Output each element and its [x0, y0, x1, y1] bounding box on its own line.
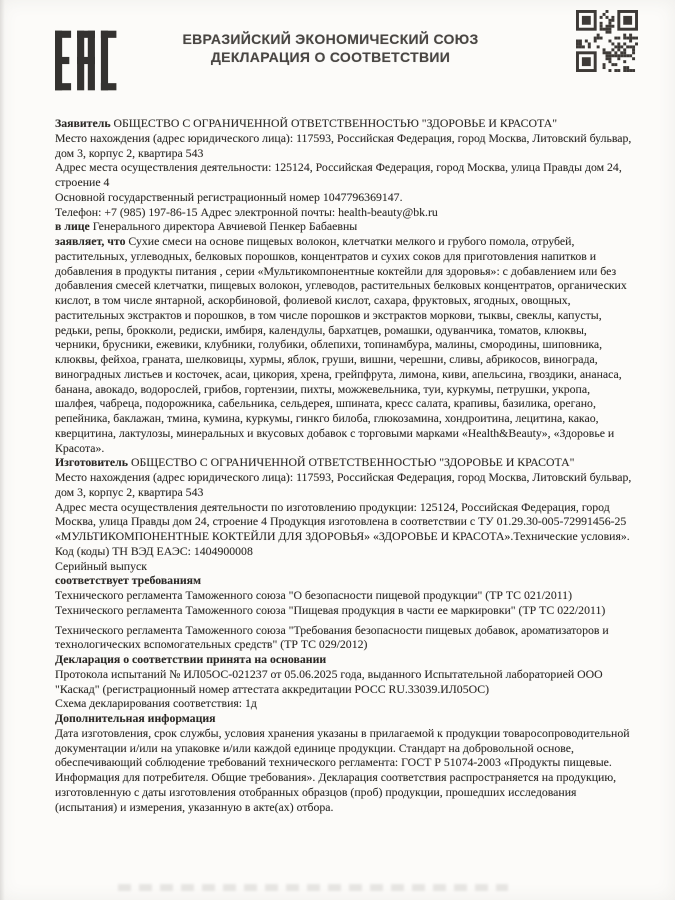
- paragraph: [55, 219, 634, 234]
- paragraph: [55, 455, 634, 470]
- paragraph-text: Технического регламента Таможенного союза "Пищевая продукция в части ее маркировки" (ТР ТС 022/2011): [55, 602, 606, 617]
- document-body: [55, 116, 634, 814]
- paragraph: [55, 573, 634, 588]
- paragraph: [55, 116, 634, 131]
- paragraph: [55, 588, 634, 603]
- paragraph-text: Дата изготовления, срок службы, условия хранения указаны в прилагаемой к продукции товаросопроводительной документации и/или на упаковке и/или каждой единице продукции. Стандарт на добровольной основе, обеспечивающий соблюдение требований технического регламента: ГОСТ Р 51074-2003 «Продукты пищевые. Информация для потребителя. Общие требования». Декларация соответствия распространяется на продукцию, изготовленную с даты изготовления отобранных образцов (проб) продукции, прошедших исследования (испытания) и измерения, указанную в акте(ах) отбора.: [55, 725, 630, 814]
- paragraph: [55, 623, 634, 653]
- paragraph-text: Технического регламента Таможенного союза "О безопасности пищевой продукции" (ТР ТС 021/2011): [55, 588, 573, 602]
- qr-code-icon: [576, 10, 638, 72]
- paragraph: [55, 500, 634, 544]
- paragraph: [55, 603, 634, 618]
- paragraph: [55, 667, 634, 697]
- document-type-title: ДЕКЛАРАЦИЯ О СООТВЕТСТВИИ: [210, 48, 451, 65]
- paragraph-lead: заявляет, что: [55, 234, 129, 248]
- paragraph-text: Схема декларирования соответствия: 1д: [55, 696, 257, 711]
- paragraph-lead: в лице: [55, 219, 93, 234]
- paragraph-text: Основной государственный регистрационный номер 1047796369147.: [55, 189, 403, 204]
- paragraph: [55, 652, 634, 667]
- paragraph-text: Телефон: +7 (985) 197-86-15 Адрес электронной почты: health-beauty@bk.ru: [55, 204, 438, 219]
- scan-bleedthrough-artifact: [118, 884, 508, 891]
- paragraph: [55, 544, 634, 559]
- paragraph-text: Место нахождения (адрес юридического лица): 117593, Российская Федерация, город Москва, Литовский бульвар, дом 3, корпус 2, квартира 543: [55, 470, 632, 499]
- paragraph-text: Место нахождения (адрес юридического лица): 117593, Российская Федерация, город Москва, Литовский бульвар, дом 3, корпус 2, квартира 543: [55, 130, 632, 160]
- paragraph-text: Сухие смеси на основе пищевых волокон, клетчатки мелкого и грубого помола, отрубей, растительных, углеводных, белковых порошков, концентратов и сухих соков для приготовления напитков и добавления в продукты питания , серии «Мультикомпонентные коктейли для здоровья»: с добавлением или без добавления смесей клетчатки, пищевых волокон, углеводов, растительных белковых концентратов, органических кислот, в том числе янтарной, аскорбиновой, фолиевой кислот, сахара, фруктовых, ягодных, овощных, растительных экстрактов и порошков, в том числе порошков и экстрактов моркови, тыквы, свеклы, капусты, редьки, репы, брокколи, редиски, имбиря, календулы, бархатцев, ромашки, одуванчика, томатов, клюквы, черники, брусники, ежевики, клубники, голубики, облепихи, топинамбура, малины, смородины, шиповника, клюквы, фейхоа, граната, шелковицы, хурмы, яблок, груши, вишни, черешни, сливы, абрикосов, винограда, виноградных листьев и косточек, асаи, цикория, хрена, грейпфрута, лимона, киви, апельсина, гвоздики, ананаса, банана, авокадо, водорослей, грибов, гортензии, пихты, можжевельника, туи, куркумы, петрушки, укропа, шалфея, чабреца, подорожника, сабельника, сельдерея, шпината, кресс салата, крапивы, базилика, орегано, репейника, баклажан, тмина, кумина, куркумы, гинкго билоба, глюкозамина, хондроитина, лецитина, какао, кверцитина, лактулозы, минеральных и вкусовых добавок с торговыми марками «Health&Beauty», «Здоровье и Красота».: [55, 234, 627, 455]
- paragraph-text: Протокола испытаний № ИЛ05ОС-021237 от 05.06.2025 года, выданного Испытательной лабораторией ООО "Каскад" (регистрационный номер аттестата аккредитации РОСС RU.33039.ИЛ05ОС): [55, 666, 603, 696]
- paragraph: [55, 696, 634, 711]
- paragraph-text: ОБЩЕСТВО С ОГРАНИЧЕННОЙ ОТВЕТСТВЕННОСТЬЮ "ЗДОРОВЬЕ И КРАСОТА": [113, 116, 558, 130]
- paragraph-lead: Заявитель: [55, 116, 114, 130]
- paragraph-text: Генерального директора Авчиевой Пенкер Бабаевны: [92, 219, 358, 234]
- paragraph-lead: соответствует требованиям: [55, 573, 202, 588]
- paragraph: [55, 711, 634, 726]
- paragraph-text: Код (коды) ТН ВЭД ЕАЭС: 1404900008: [55, 543, 253, 558]
- paragraph: [55, 234, 634, 455]
- paragraph-text: Адрес места осуществления деятельности по изготовлению продукции: 125124, Российская Федерация, город Москва, улица Правды дом 24, строение 4 Продукция изготовлена в соответствии с ТУ 01.29.30-005-72991456-25 «МУЛЬТИКОМПОНЕНТНЫЕ КОКТЕЙЛИ ДЛЯ ЗДОРОВЬЯ» «ЗДОРОВЬЕ И КРАСОТА».Технические условия».: [55, 499, 630, 543]
- paragraph-text: Адрес места осуществления деятельности: 125124, Российская Федерация, город Москва, улица Правды дом 24, строение 4: [55, 160, 622, 189]
- paragraph: [55, 726, 634, 815]
- paragraph: [55, 131, 634, 161]
- paragraph: [55, 470, 634, 500]
- paragraph: [55, 559, 634, 574]
- paragraph-lead: Дополнительная информация: [55, 711, 216, 725]
- paragraph: [55, 160, 634, 190]
- paragraph-text: ОБЩЕСТВО С ОГРАНИЧЕННОЙ ОТВЕТСТВЕННОСТЬЮ "ЗДОРОВЬЕ И КРАСОТА": [130, 455, 575, 470]
- paragraph: [55, 190, 634, 205]
- paragraph: [55, 205, 634, 220]
- paragraph-text: Технического регламента Таможенного союза "Требования безопасности пищевых добавок, ароматизаторов и технологических вспомогательных средств" (ТР ТС 029/2012): [55, 622, 609, 652]
- union-name-title: ЕВРАЗИЙСКИЙ ЭКОНОМИЧЕСКИЙ СОЮЗ: [182, 31, 479, 47]
- paragraph-lead: Изготовитель: [55, 455, 131, 470]
- document-titles: [0, 31, 675, 66]
- paragraph-lead: Декларация о соответствии принята на основании: [55, 652, 327, 666]
- paragraph-text: Серийный выпуск: [55, 558, 147, 573]
